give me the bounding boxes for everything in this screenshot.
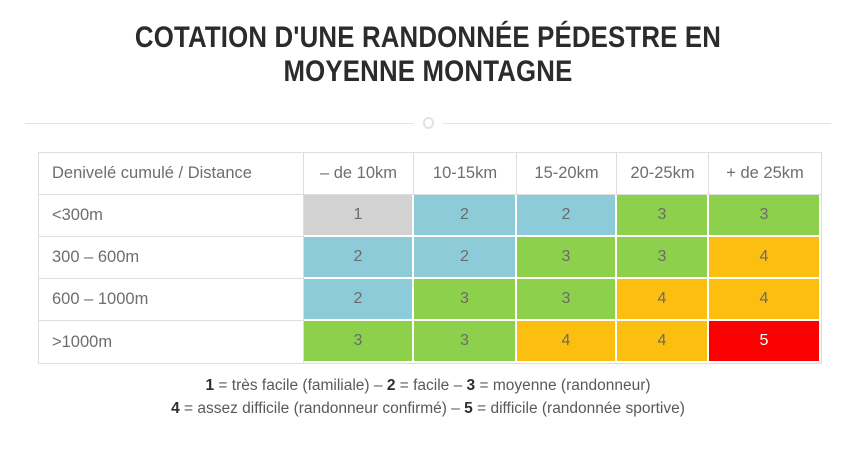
divider-line-right — [443, 123, 832, 124]
page-title-line-1: COTATION D'UNE RANDONNÉE PÉDESTRE EN — [134, 21, 722, 54]
page — [0, 21, 856, 420]
legend-text: = difficile (randonnée sportive) — [472, 400, 685, 417]
rating-cell: 4 — [709, 279, 821, 321]
rating-cell: 1 — [304, 195, 414, 237]
page-title-line-2: MOYENNE MONTAGNE — [283, 55, 573, 88]
legend-text: = assez difficile (randonneur confirmé) – — [179, 400, 465, 417]
row-label-cell: >1000m — [39, 321, 304, 363]
column-header-cell: + de 25km — [709, 153, 821, 195]
table-row — [39, 195, 821, 237]
table-row — [39, 321, 821, 363]
divider-line-left — [25, 123, 414, 124]
rating-cell: 2 — [517, 195, 617, 237]
table-row — [39, 237, 821, 279]
row-label-cell: <300m — [39, 195, 304, 237]
corner-header-cell: Denivelé cumulé / Distance — [39, 153, 304, 195]
column-header-cell: 20-25km — [617, 153, 709, 195]
column-header-cell: 10-15km — [414, 153, 517, 195]
rating-cell: 4 — [709, 237, 821, 279]
rating-cell: 4 — [617, 321, 709, 363]
header-row — [39, 153, 821, 195]
divider-circle-icon — [423, 117, 434, 129]
rating-cell: 2 — [304, 279, 414, 321]
column-header-cell: – de 10km — [304, 153, 414, 195]
difficulty-legend — [0, 374, 856, 420]
legend-line-1 — [0, 374, 856, 397]
rating-cell: 4 — [617, 279, 709, 321]
row-label-cell: 300 – 600m — [39, 237, 304, 279]
rating-cell: 3 — [617, 237, 709, 279]
rating-cell: 3 — [414, 279, 517, 321]
column-header-cell: 15-20km — [517, 153, 617, 195]
rating-table — [38, 152, 822, 364]
rating-cell: 2 — [414, 195, 517, 237]
legend-term: 4 — [171, 400, 180, 417]
rating-cell: 2 — [414, 237, 517, 279]
legend-term: 3 — [466, 377, 476, 394]
legend-term: 5 — [464, 400, 473, 417]
rating-cell: 5 — [709, 321, 821, 363]
rating-cell: 2 — [304, 237, 414, 279]
rating-cell: 3 — [414, 321, 517, 363]
table-row — [39, 279, 821, 321]
legend-term: 2 — [386, 377, 396, 394]
legend-term: 1 — [205, 377, 215, 394]
legend-text: = très facile (familiale) – — [214, 377, 387, 394]
legend-text: = moyenne (randonneur) — [475, 377, 651, 394]
legend-line-2 — [0, 397, 856, 420]
legend-text: = facile – — [395, 377, 467, 394]
section-divider — [25, 116, 831, 130]
page-title — [60, 21, 796, 89]
rating-cell: 3 — [517, 237, 617, 279]
rating-cell: 3 — [709, 195, 821, 237]
rating-cell: 4 — [517, 321, 617, 363]
row-label-cell: 600 – 1000m — [39, 279, 304, 321]
rating-cell: 3 — [617, 195, 709, 237]
rating-cell: 3 — [517, 279, 617, 321]
rating-cell: 3 — [304, 321, 414, 363]
